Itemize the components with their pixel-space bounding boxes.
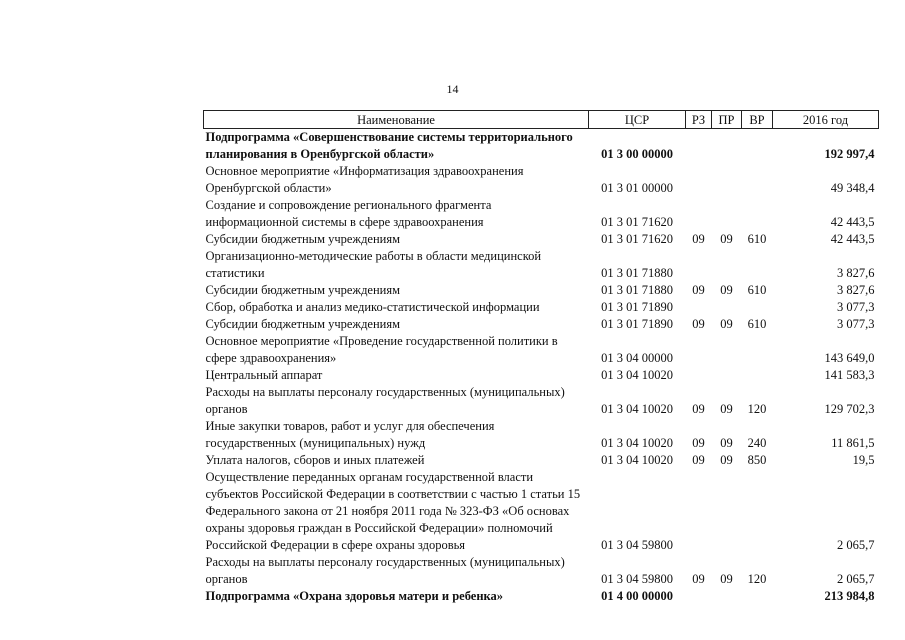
cell-amount: 49 348,4 [830, 181, 875, 195]
cell-pr [712, 299, 742, 316]
cell-name: Центральный аппарат [205, 368, 323, 382]
cell-csr: 01 4 00 00000 [601, 589, 673, 603]
cell-name: Сбор, обработка и анализ медико-статистической информации [205, 300, 540, 314]
cell-vr [742, 299, 773, 316]
cell-rz: 09 [692, 572, 705, 586]
header-year: 2016 год [773, 111, 879, 129]
cell-pr [712, 163, 742, 197]
cell-amount: 11 861,5 [831, 436, 875, 450]
cell-pr: 09 [720, 232, 733, 246]
cell-rz [686, 197, 712, 231]
cell-rz: 09 [692, 453, 705, 467]
cell-rz: 09 [692, 317, 705, 331]
cell-pr [712, 333, 742, 367]
cell-vr: 610 [747, 283, 767, 297]
table-row [204, 282, 879, 299]
header-name: Наименование [204, 111, 589, 129]
table-row [204, 248, 879, 282]
table-row [204, 197, 879, 231]
cell-pr [712, 588, 742, 605]
cell-pr [712, 129, 742, 164]
cell-pr: 09 [720, 453, 733, 467]
cell-amount: 42 443,5 [830, 215, 875, 229]
cell-pr [712, 197, 742, 231]
cell-name: Расходы на выплаты персоналу государственных (муниципальных) органов [205, 555, 565, 586]
table-row [204, 299, 879, 316]
table-row [204, 231, 879, 248]
cell-amount: 3 077,3 [837, 300, 875, 314]
cell-csr: 01 3 04 10020 [601, 436, 673, 450]
table-row [204, 554, 879, 588]
cell-csr: 01 3 04 10020 [601, 368, 673, 382]
table-row [204, 333, 879, 367]
cell-csr: 01 3 00 00000 [601, 147, 673, 161]
cell-vr: 120 [747, 402, 767, 416]
cell-csr: 01 3 01 00000 [601, 181, 673, 195]
cell-vr [742, 588, 773, 605]
cell-amount: 141 583,3 [824, 368, 875, 382]
cell-pr: 09 [720, 317, 733, 331]
table-header [204, 111, 879, 129]
table-row [204, 163, 879, 197]
cell-vr: 610 [747, 317, 767, 331]
cell-name: Основное мероприятие «Проведение государственной политики в сфере здравоохранения» [205, 334, 558, 365]
budget-table [203, 110, 879, 605]
cell-csr: 01 3 04 59800 [601, 538, 673, 552]
cell-name: Создание и сопровождение регионального фрагмента информационной системы в сфере здравоохранения [205, 198, 492, 229]
cell-vr: 120 [747, 572, 767, 586]
table-body [204, 129, 879, 606]
cell-name: Уплата налогов, сборов и иных платежей [205, 453, 425, 467]
cell-csr: 01 3 01 71620 [601, 232, 673, 246]
cell-pr: 09 [720, 572, 733, 586]
cell-pr: 09 [720, 402, 733, 416]
cell-vr [742, 197, 773, 231]
cell-amount: 2 065,7 [837, 572, 875, 586]
page-number: 14 [446, 82, 459, 96]
cell-amount: 3 077,3 [837, 317, 875, 331]
cell-amount: 213 984,8 [824, 589, 875, 603]
header-rz: РЗ [686, 111, 712, 129]
cell-rz [686, 129, 712, 164]
cell-csr: 01 3 01 71890 [601, 300, 673, 314]
cell-rz [686, 299, 712, 316]
cell-name: Организационно-методические работы в области медицинской статистики [205, 249, 542, 280]
cell-name: Субсидии бюджетным учреждениям [205, 317, 401, 331]
cell-vr [742, 248, 773, 282]
cell-rz: 09 [692, 436, 705, 450]
cell-vr [742, 129, 773, 164]
cell-amount: 143 649,0 [824, 351, 875, 365]
budget-table-container [203, 110, 878, 605]
cell-pr: 09 [720, 283, 733, 297]
cell-amount: 3 827,6 [837, 266, 875, 280]
table-row [204, 452, 879, 469]
cell-vr [742, 469, 773, 554]
cell-vr: 610 [747, 232, 767, 246]
cell-vr [742, 333, 773, 367]
cell-name: Подпрограмма «Совершенствование системы территориального планирования в Оренбургской области» [205, 130, 573, 161]
cell-rz: 09 [692, 402, 705, 416]
header-pr: ПР [712, 111, 742, 129]
cell-csr: 01 3 04 10020 [601, 402, 673, 416]
cell-amount: 129 702,3 [824, 402, 875, 416]
cell-name: Иные закупки товаров, работ и услуг для обеспечения государственных (муниципальных) нужд [205, 419, 495, 450]
header-vr: ВР [742, 111, 773, 129]
table-row [204, 384, 879, 418]
cell-csr: 01 3 01 71880 [601, 266, 673, 280]
cell-vr: 850 [747, 453, 767, 467]
cell-amount: 42 443,5 [830, 232, 875, 246]
cell-name: Подпрограмма «Охрана здоровья матери и ребенка» [205, 589, 504, 603]
table-row [204, 129, 879, 164]
cell-vr [742, 367, 773, 384]
cell-vr: 240 [747, 436, 767, 450]
table-row [204, 316, 879, 333]
cell-csr: 01 3 01 71890 [601, 317, 673, 331]
cell-pr [712, 248, 742, 282]
cell-csr: 01 3 04 59800 [601, 572, 673, 586]
cell-rz: 09 [692, 232, 705, 246]
cell-amount: 3 827,6 [837, 283, 875, 297]
cell-pr: 09 [720, 436, 733, 450]
cell-amount: 192 997,4 [824, 147, 875, 161]
cell-rz [686, 588, 712, 605]
table-row [204, 367, 879, 384]
cell-csr: 01 3 04 10020 [601, 453, 673, 467]
cell-rz [686, 469, 712, 554]
cell-csr: 01 3 01 71880 [601, 283, 673, 297]
cell-pr [712, 367, 742, 384]
cell-amount: 2 065,7 [837, 538, 875, 552]
cell-vr [742, 163, 773, 197]
cell-rz [686, 367, 712, 384]
cell-rz: 09 [692, 283, 705, 297]
table-row [204, 588, 879, 605]
cell-csr: 01 3 01 71620 [601, 215, 673, 229]
cell-name: Субсидии бюджетным учреждениям [205, 283, 401, 297]
cell-amount: 19,5 [852, 453, 875, 467]
header-row [204, 111, 879, 129]
header-csr: ЦСР [589, 111, 686, 129]
cell-csr: 01 3 04 00000 [601, 351, 673, 365]
cell-name: Субсидии бюджетным учреждениям [205, 232, 401, 246]
cell-name: Основное мероприятие «Информатизация здравоохранения Оренбургской области» [205, 164, 524, 195]
cell-name: Осуществление переданных органам государственной власти субъектов Российской Федерации в соответствии с частью 1 статьи 15 Федерального закона от 21 ноября 2011 года № 323-ФЗ «Об основах охраны здоровья граждан в Российской Федерации» полномочий Российской Федерации в сфере охраны здоровья [205, 470, 581, 552]
cell-name: Расходы на выплаты персоналу государственных (муниципальных) органов [205, 385, 565, 416]
cell-rz [686, 163, 712, 197]
table-row [204, 418, 879, 452]
cell-rz [686, 248, 712, 282]
cell-pr [712, 469, 742, 554]
cell-rz [686, 333, 712, 367]
table-row [204, 469, 879, 554]
